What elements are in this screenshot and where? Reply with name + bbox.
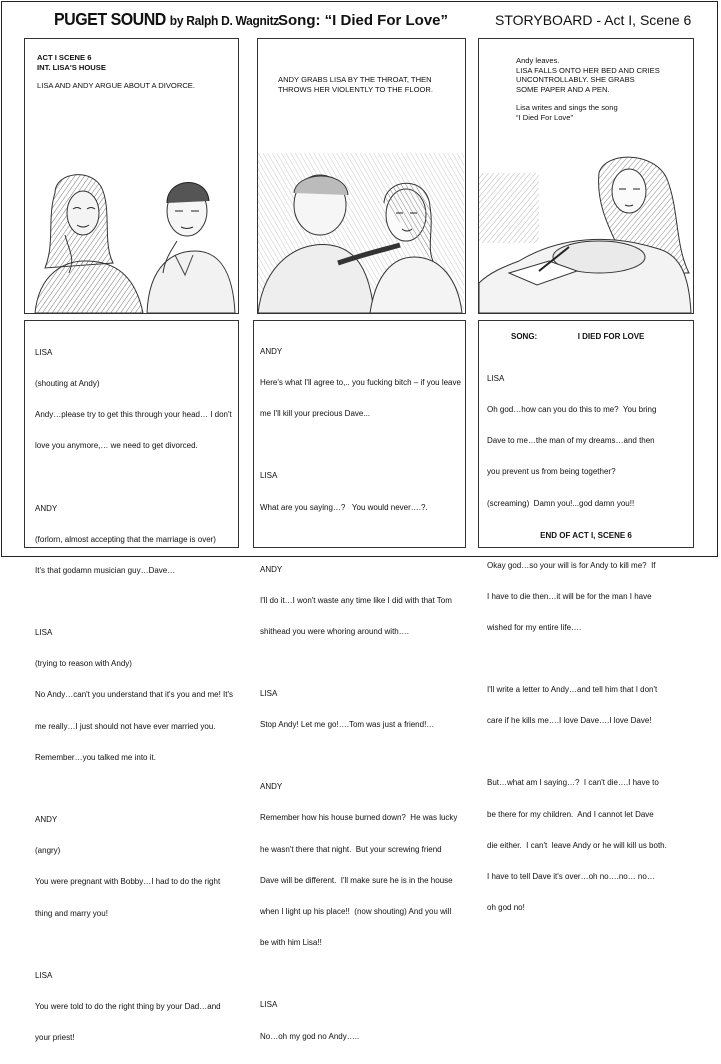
storyboard-frame-2: [257, 38, 466, 314]
dialogue-1-text: LISA (shouting at Andy) Andy…please try to get this through your head… I don't love you anymore,… we need to get divorced. ANDY (forlorn, almost accepting that the marriage is over) It's that godamn musician guy…Dave… LISA (trying to reason with Andy) No Andy…can't you understand that it's you and me! It's me really…I just should not have ever married you. Remember…you talked me into it. ANDY (angry) You were pregnant with Bobby…I had to do the right thing and marry you! LISA You were told to do the right thing by your Dad…and your priest!: [35, 347, 234, 1042]
header-title-main: PUGET SOUND: [54, 11, 166, 30]
song-heading: [511, 332, 644, 341]
frame-3-description: Andy leaves. LISA FALLS ONTO HER BED AND CRIES UNCONTROLLABLY. SHE GRABS SOME PAPER AND A PEN. Lisa writes and sings the song “I Died For Love”: [516, 56, 660, 122]
song-label: SONG:: [511, 332, 538, 341]
header-author: by Ralph D. Wagnitz: [169, 13, 279, 29]
end-of-scene-label: END OF ACT I, SCENE 6: [540, 531, 632, 540]
song-title: Song: “I Died For Love”: [278, 12, 449, 29]
sketch-argue-couple-icon: [25, 163, 237, 313]
dialogue-panel-2: [253, 320, 466, 1041]
sketch-crying-writing-icon: [479, 153, 692, 313]
sketch-choking-icon: [258, 153, 464, 313]
dialogue-3-text: LISA Oh god…how can you do this to me? You bring Dave to me…the man of my dreams…and then you prevent us from being together? (screaming) Damn you!...god damn you!! Okay god…so your will is for Andy to kill me? If I have to die then…it will be for the man I have wished for my entire life…. I'll write a letter to Andy…and tell him that I don't care if he kills me….I love Dave….I love Dave! But…what am I saying…? I can't die….I have to be there for my children. And I cannot let Dave die either. I can't leave Andy or he will kill us both. I have to tell Dave it's over…oh no….no… no… oh god no!: [487, 373, 667, 913]
dialogue-panel-3: [478, 320, 694, 913]
frame-2-description: ANDY GRABS LISA BY THE THROAT, THEN THROWS HER VIOLENTLY TO THE FLOOR.: [278, 75, 433, 94]
storyboard-frame-3: [478, 38, 694, 314]
frame-1-description: ACT I SCENE 6 INT. LISA'S HOUSE LISA AND ANDY ARGUE ABOUT A DIVORCE.: [37, 53, 195, 91]
storyboard-frame-1: [24, 38, 239, 314]
header-title: [54, 11, 279, 35]
song-name: I DIED FOR LOVE: [577, 332, 645, 341]
storyboard-label: STORYBOARD - Act I, Scene 6: [495, 12, 692, 28]
dialogue-panel-1: [24, 320, 239, 1042]
dialogue-2-text: ANDY Here's what I'll agree to,.. you fucking bitch – if you leave me I'll kill your precious Dave... LISA What are you saying…? You would never….?. ANDY I'll do it…I won't waste any time like I did with that Tom shithead you were whoring around with…. LISA Stop Andy! Let me go!….Tom was just a friend!… ANDY Remember how his house burned down? He was lucky he wasn't there that night. But your screwing friend Dave will be different. I'll make sure he is in the house when I light up his place!! (now shouting) And you will be with him Lisa!! LISA No…oh my god no Andy…..: [260, 346, 461, 1041]
